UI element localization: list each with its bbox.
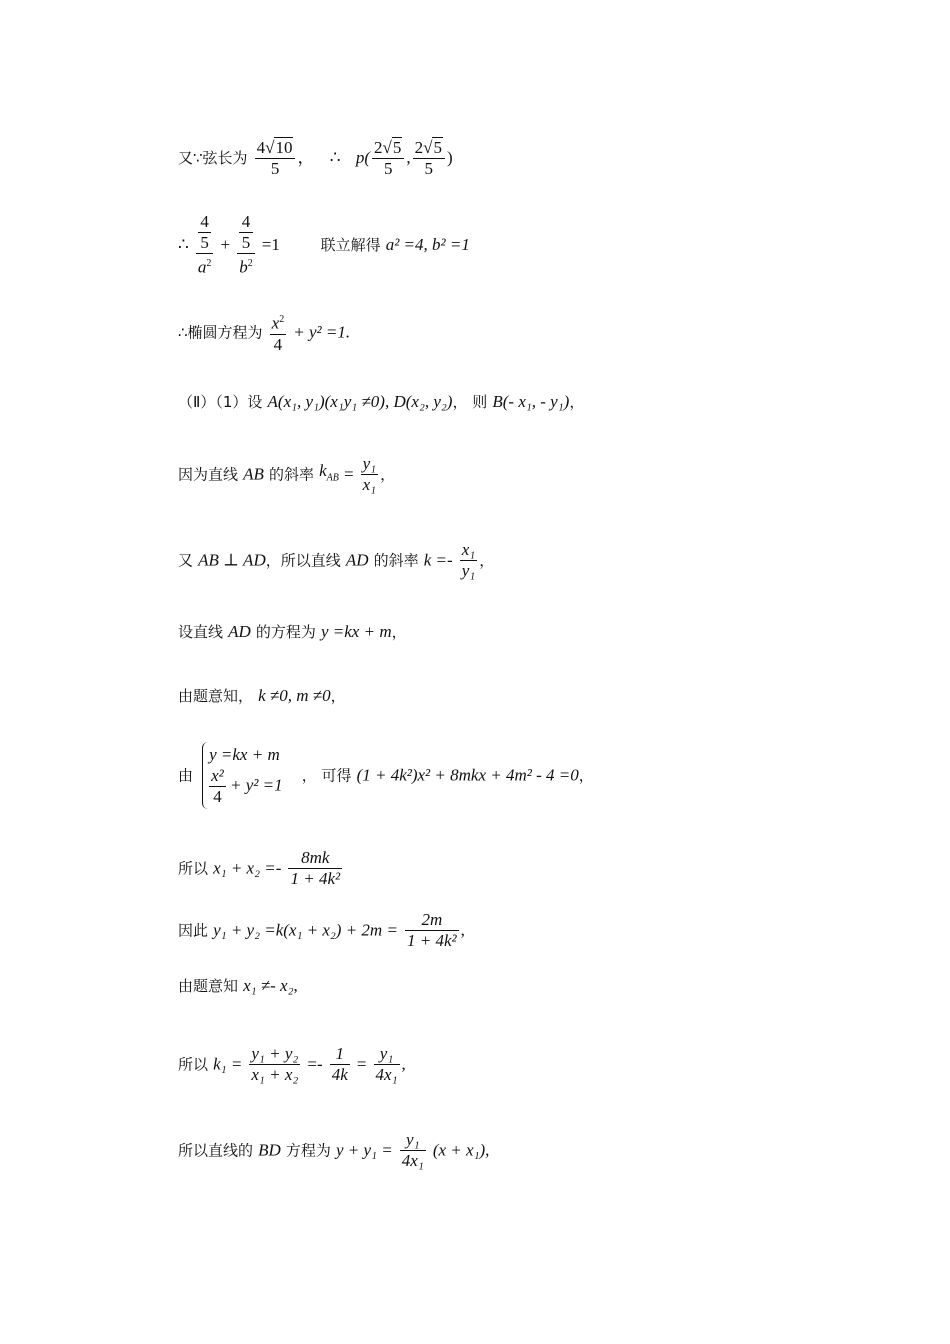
line-ellipse-equation: ∴椭圆方程为 $\frac{x^2}{4}$ + y² =1.: [178, 310, 350, 355]
line-conditions: 由题意知， k ≠0, m ≠0，: [178, 686, 346, 705]
coord-fraction-1: $\frac{2√5}{5}$: [372, 138, 404, 179]
line-part-ii-setup: （Ⅱ）（1）设 A(x₁, y₁)(x₁y₁ ≠0), D(x₂, y₂)， 则 B(- x₁, - y₁)，: [178, 392, 585, 411]
term-b: 4 5 $b^2$: [239, 212, 253, 277]
coord-fraction-2: $\frac{2√5}{5}$: [413, 138, 445, 179]
chord-text: 又∵弦长为: [178, 149, 248, 167]
line-slope-ab: 因为直线 AB 的斜率 $k_{AB}$ = $\frac{\text{y₁}}{\text{x₁}}$ ，: [178, 454, 396, 494]
line-sum-y: 因此 y₁ + y₂ =k(x₁ + x₂) + 2m = $\frac{2m}{\text{1 + 4k²}}$ ,: [178, 910, 465, 950]
line-k1: 所以 k₁ = $\frac{\text{y₁ + y₂}}{\text{x₁ + x₂}}$ =- $\frac{1}{4k}$ = $\frac{\text{y₁}}{\text{4x₁}}$ ,: [178, 1044, 406, 1084]
line-ellipse-eq-substitution: ∴ 4 5 $a^2$ + 4 5 $b^2$ =1 联立解得 a² =4, b² =1: [178, 212, 470, 277]
ellipse-x-term: $\frac{x^2}{4}$: [270, 310, 287, 355]
term-a: 4 5 $a^2$: [197, 212, 212, 277]
equation-system: y =kx + m $\frac{\text{x²}}{4}$ + y² =1: [202, 742, 289, 809]
line-sum-x: 所以 x₁ + x₂ =- $\frac{8mk}{\text{1 + 4k²}}$: [178, 848, 341, 888]
line-chord-length: 又∵弦长为 $\frac{4√10}{5}$ ， ∴ p( $\frac{2√5}{5}$ , $\frac{2√5}{5}$ ): [178, 138, 453, 178]
chord-fraction: $\frac{4√10}{5}$: [255, 138, 296, 179]
line-system: 由 y =kx + m $\frac{\text{x²}}{4}$ + y² =1 ， 可得 (1 + 4k²)x² + 8mkx + 4m² - 4 =0，: [178, 742, 594, 809]
line-slope-ad: 又 AB ⊥ AD，所以直线 AD 的斜率 k =- $\frac{\text{x₁}}{\text{y₁}}$ ，: [178, 540, 495, 580]
line-x-neq: 由题意知 x₁ ≠- x₂,: [178, 976, 298, 995]
line-ad-equation: 设直线 AD 的方程为 y =kx + m，: [178, 622, 407, 641]
line-bd-equation: 所以直线的 BD 方程为 y + y₁ = $\frac{\text{y₁}}{\text{4x₁}}$ (x + x₁),: [178, 1130, 490, 1170]
